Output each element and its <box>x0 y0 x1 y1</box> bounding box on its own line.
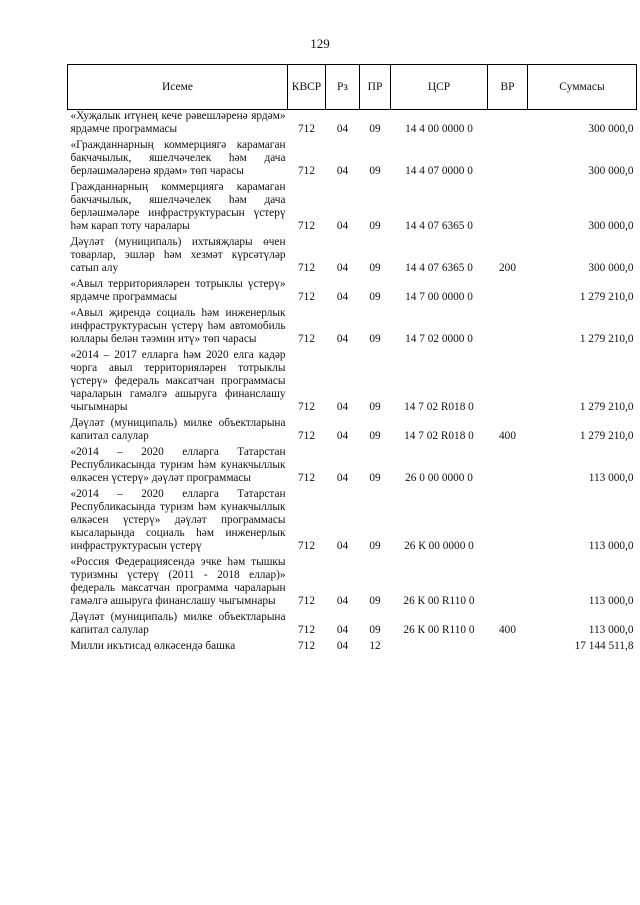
cell-pr: 09 <box>369 472 381 484</box>
table-row <box>68 446 637 488</box>
cell-rz: 04 <box>336 624 349 636</box>
cell-csr: 14 4 07 0000 0 <box>405 165 473 177</box>
cell-rz: 04 <box>336 472 349 484</box>
cell-pr: 09 <box>369 123 381 135</box>
cell-vr: 200 <box>499 262 516 274</box>
budget-table <box>67 64 637 656</box>
table-row <box>68 139 637 181</box>
cell-vr <box>488 640 528 656</box>
table-body <box>68 110 637 657</box>
cell-rz: 04 <box>336 640 349 652</box>
cell-vr <box>488 181 528 236</box>
cell-csr: 26 К 00 0000 0 <box>404 540 474 552</box>
cell-sum: 1 279 210,0 <box>579 291 634 303</box>
cell-pr: 09 <box>369 333 381 345</box>
column-header-sum: Суммасы <box>528 65 637 110</box>
cell-pr: 09 <box>369 262 381 274</box>
cell-rz: 04 <box>336 401 349 413</box>
cell-name: Дәүләт (муниципаль) милке объектларына капитал салулар <box>70 417 286 442</box>
cell-pr: 09 <box>369 220 381 232</box>
cell-name: «Хуҗалык итүнең кече рәвешләренә ярдәм» ярдәмче программасы <box>70 110 286 135</box>
cell-sum: 1 279 210,0 <box>579 430 634 442</box>
cell-name: «Россия Федерациясендә эчке һәм тышкы туризмны үстерү (2011 - 2018 еллар)» федераль максатчан программа чараларын гамәлгә ашыруга финанслашу чыгымнары <box>70 556 286 607</box>
column-header-csr: ЦСР <box>391 65 488 110</box>
cell-csr: 14 7 02 R018 0 <box>404 430 474 442</box>
cell-kvsr: 712 <box>298 291 315 303</box>
cell-pr: 09 <box>369 165 381 177</box>
page-number: 129 <box>310 36 330 51</box>
cell-rz: 04 <box>336 333 349 345</box>
cell-sum: 300 000,0 <box>588 262 634 274</box>
cell-kvsr: 712 <box>298 540 315 552</box>
cell-name: «Авыл җирендә социаль һәм инженерлык инфраструктурасын үстерү һәм автомобиль юллары белән тәэмин итү» төп чарасы <box>70 307 286 345</box>
table-row <box>68 349 637 417</box>
cell-kvsr: 712 <box>298 123 315 135</box>
cell-sum: 300 000,0 <box>588 220 634 232</box>
cell-sum: 113 000,0 <box>588 472 634 484</box>
cell-kvsr: 712 <box>298 401 315 413</box>
cell-kvsr: 712 <box>298 595 315 607</box>
cell-csr: 14 4 07 6365 0 <box>405 262 473 274</box>
cell-pr: 09 <box>369 540 381 552</box>
cell-kvsr: 712 <box>298 165 315 177</box>
table-row <box>68 307 637 349</box>
cell-csr <box>391 640 488 656</box>
cell-csr: 14 7 02 0000 0 <box>405 333 473 345</box>
cell-vr <box>488 307 528 349</box>
cell-vr <box>488 446 528 488</box>
cell-rz: 04 <box>336 430 349 442</box>
cell-rz: 04 <box>336 165 349 177</box>
column-header-vr: ВР <box>488 65 528 110</box>
cell-name: «Авыл территорияләрен тотрыклы үстерү» ярдәмче программасы <box>70 278 286 303</box>
cell-name: Дәүләт (муниципаль) милке объектларына капитал салулар <box>70 611 286 636</box>
table-row <box>68 556 637 611</box>
cell-rz: 04 <box>336 595 349 607</box>
column-header-rz: Рз <box>326 65 360 110</box>
cell-vr: 400 <box>499 624 516 636</box>
cell-kvsr: 712 <box>298 430 315 442</box>
cell-sum: 113 000,0 <box>588 624 634 636</box>
cell-sum: 113 000,0 <box>588 540 634 552</box>
cell-kvsr: 712 <box>298 624 315 636</box>
cell-kvsr: 712 <box>298 220 315 232</box>
column-header-name: Исеме <box>68 65 288 110</box>
table-row <box>68 417 637 446</box>
column-header-kvsr: КВСР <box>288 65 326 110</box>
cell-pr: 09 <box>369 624 381 636</box>
cell-name: «Гражданнарның коммерциягә карамаган бакчачылык, яшелчәчелек һәм дача берләшмәләренә ярдәм» төп чарасы <box>70 139 286 177</box>
cell-sum: 1 279 210,0 <box>579 401 634 413</box>
cell-csr: 26 К 00 R110 0 <box>403 624 475 636</box>
column-header-pr: ПР <box>360 65 391 110</box>
cell-kvsr: 712 <box>298 333 315 345</box>
cell-name: «2014 – 2020 елларга Татарстан Республикасында туризм һәм кунакчыллык өлкәсен үстерү» дәүләт программасы <box>70 446 286 484</box>
cell-kvsr: 712 <box>298 472 315 484</box>
cell-rz: 04 <box>336 123 349 135</box>
cell-pr: 12 <box>369 640 381 652</box>
cell-rz: 04 <box>336 262 349 274</box>
cell-csr: 26 К 00 R110 0 <box>403 595 475 607</box>
cell-sum: 17 144 511,8 <box>574 640 634 652</box>
cell-vr: 400 <box>499 430 516 442</box>
cell-rz: 04 <box>336 540 349 552</box>
cell-csr: 14 4 07 6365 0 <box>405 220 473 232</box>
cell-name: Милли икътисад өлкәсендә башка <box>70 640 236 652</box>
cell-vr <box>488 139 528 181</box>
cell-vr <box>488 349 528 417</box>
cell-pr: 09 <box>369 595 381 607</box>
cell-pr: 09 <box>369 291 381 303</box>
cell-name: Гражданнарның коммерциягә карамаган бакчачылык, яшелчәчелек һәм дача берләшмәләре инфраструктурасын үстерү һәм карап тоту чаралары <box>70 181 286 232</box>
cell-csr: 14 4 00 0000 0 <box>405 123 473 135</box>
cell-rz: 04 <box>336 291 349 303</box>
cell-name: «2014 – 2017 елларга һәм 2020 елга кадәр чорга авыл территорияләрен тотрыклы үстерү» федераль максатчан программасы чараларын гамәлгә ашыруга финанслашу чыгымнары <box>70 349 286 413</box>
cell-pr: 09 <box>369 401 381 413</box>
cell-csr: 14 7 02 R018 0 <box>404 401 474 413</box>
cell-vr <box>488 278 528 307</box>
cell-vr <box>488 556 528 611</box>
cell-name: «2014 – 2020 елларга Татарстан Республикасында туризм һәм кунакчыллык өлкәсен үстерү» дәүләт программасы кысаларында социаль һәм инженерлык инфраструктурасын үстерү <box>70 488 286 552</box>
cell-sum: 1 279 210,0 <box>579 333 634 345</box>
table-row <box>68 640 637 656</box>
table-row <box>68 181 637 236</box>
table-row <box>68 611 637 640</box>
table-row <box>68 278 637 307</box>
cell-name: Дәүләт (муниципаль) ихтыяҗлары өчен товарлар, эшләр һәм хезмәт күрсәтүләр сатып алу <box>70 236 286 274</box>
cell-vr <box>488 110 528 140</box>
cell-sum: 300 000,0 <box>588 123 634 135</box>
cell-kvsr: 712 <box>298 640 315 652</box>
cell-csr: 14 7 00 0000 0 <box>405 291 473 303</box>
cell-kvsr: 712 <box>298 262 315 274</box>
table-row <box>68 488 637 556</box>
table-row <box>68 236 637 278</box>
cell-vr <box>488 488 528 556</box>
cell-pr: 09 <box>369 430 381 442</box>
cell-rz: 04 <box>336 220 349 232</box>
table-row <box>68 110 637 140</box>
cell-csr: 26 0 00 0000 0 <box>405 472 473 484</box>
cell-sum: 300 000,0 <box>588 165 634 177</box>
cell-sum: 113 000,0 <box>588 595 634 607</box>
table-header <box>68 65 637 110</box>
